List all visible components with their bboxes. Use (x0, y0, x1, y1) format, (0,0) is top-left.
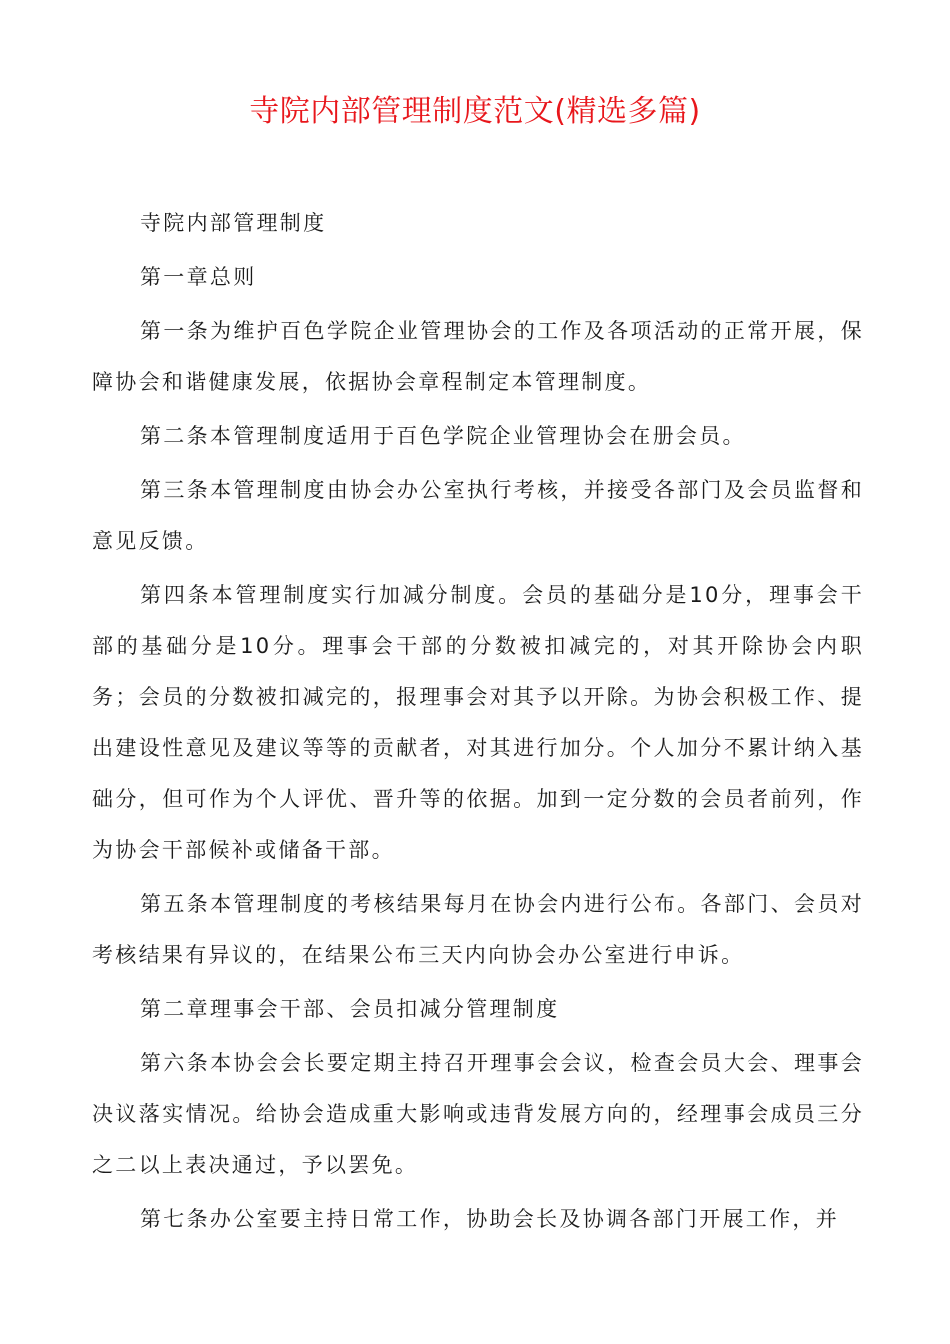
article-6: 第六条本协会会长要定期主持召开理事会会议，检查会员大会、理事会决议落实情况。给协会造成重大影响或违背发展方向的，经理事会成员三分之二以上表决通过，予以罢免。 (92, 1051, 864, 1177)
article-4: 第四条本管理制度实行加减分制度。会员的基础分是10分，理事会干部的基础分是10分。理事会干部的分数被扣减完的，对其开除协会内职务；会员的分数被扣减完的，报理事会对其予以开除。为协会积极工作、提出建设性意见及建议等等的贡献者，对其进行加分。个人加分不累计纳入基础分，但可作为个人评优、晋升等的依据。加到一定分数的会员者前列，作为协会干部候补或储备干部。 (92, 583, 864, 862)
document-body (92, 198, 864, 1248)
chapter-1-heading: 第一章总则 (140, 265, 257, 289)
article-3: 第三条本管理制度由协会办公室执行考核，并接受各部门及会员监督和意见反馈。 (92, 478, 864, 553)
article-1: 第一条为维护百色学院企业管理协会的工作及各项活动的正常开展，保障协会和谐健康发展，依据协会章程制定本管理制度。 (92, 319, 864, 394)
document-title: 寺院内部管理制度范文(精选多篇) (249, 94, 701, 129)
article-7: 第七条办公室要主持日常工作，协助会长及协调各部门开展工作，并 (140, 1207, 839, 1231)
article-2: 第二条本管理制度适用于百色学院企业管理协会在册会员。 (140, 424, 746, 448)
chapter-2-heading: 第二章理事会干部、会员扣减分管理制度 (140, 997, 560, 1021)
article-5: 第五条本管理制度的考核结果每月在协会内进行公布。各部门、会员对考核结果有异议的，在结果公布三天内向协会办公室进行申诉。 (92, 892, 864, 967)
heading-temple-rules: 寺院内部管理制度 (140, 211, 327, 235)
